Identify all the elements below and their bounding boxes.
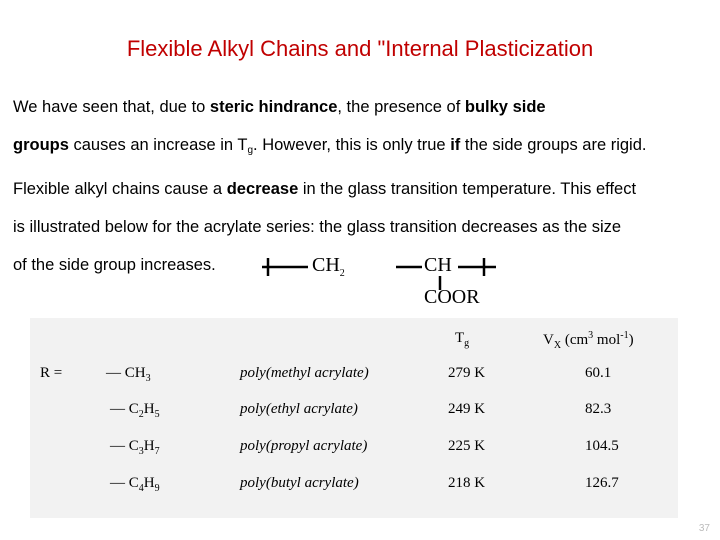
tg-value: 218 K xyxy=(448,475,486,491)
acrylate-structure xyxy=(258,250,548,310)
paragraph-line-3: Flexible alkyl chains cause a decrease in the glass transition temperature. This effect xyxy=(13,180,637,198)
tg-value: 225 K xyxy=(448,438,486,454)
structure-bonds xyxy=(258,250,548,310)
group-cell: — $C_3H_7$ xyxy=(110,438,160,457)
structure-ch: CH xyxy=(424,254,452,276)
slide-title: Flexible Alkyl Chains and "Internal Plasticization xyxy=(126,36,594,61)
group-cell: — $C_2H_5$ xyxy=(110,401,160,420)
r-label: R = xyxy=(40,365,63,381)
paragraph-line-2: groups causes an increase in $T_g$. However, this is only true if the side groups are rigid. xyxy=(13,136,647,156)
page-number: 37 xyxy=(698,523,710,534)
vx-value: 60.1 xyxy=(585,365,612,381)
structure-coor: COOR xyxy=(424,286,480,308)
paragraph-line-4: is illustrated below for the acrylate series: the glass transition decreases as the size xyxy=(13,218,622,236)
group-cell: — $CH_3$ xyxy=(106,365,151,384)
group-cell: — $C_4H_9$ xyxy=(110,475,160,494)
header-vx: $V_X$ ($cm^3$ mol$^{-1}$) xyxy=(543,330,634,351)
paragraph-line-1: We have seen that, due to steric hindrance, the presence of bulky side xyxy=(13,98,546,116)
tg-value: 279 K xyxy=(448,365,486,381)
tg-value: 249 K xyxy=(448,401,486,417)
header-tg: $T_g$ xyxy=(455,330,470,349)
structure-ch2: $CH_2$ xyxy=(312,254,345,279)
polymer-name: poly(butyl acrylate) xyxy=(240,475,359,491)
polymer-name: poly(methyl acrylate) xyxy=(240,365,369,381)
paragraph-line-5: of the side group increases. xyxy=(13,256,216,274)
vx-value: 82.3 xyxy=(585,401,612,417)
polymer-name: poly(propyl acrylate) xyxy=(240,438,368,454)
vx-value: 126.7 xyxy=(585,475,619,491)
polymer-name: poly(ethyl acrylate) xyxy=(240,401,358,417)
acrylate-table xyxy=(30,318,678,518)
vx-value: 104.5 xyxy=(585,438,619,454)
